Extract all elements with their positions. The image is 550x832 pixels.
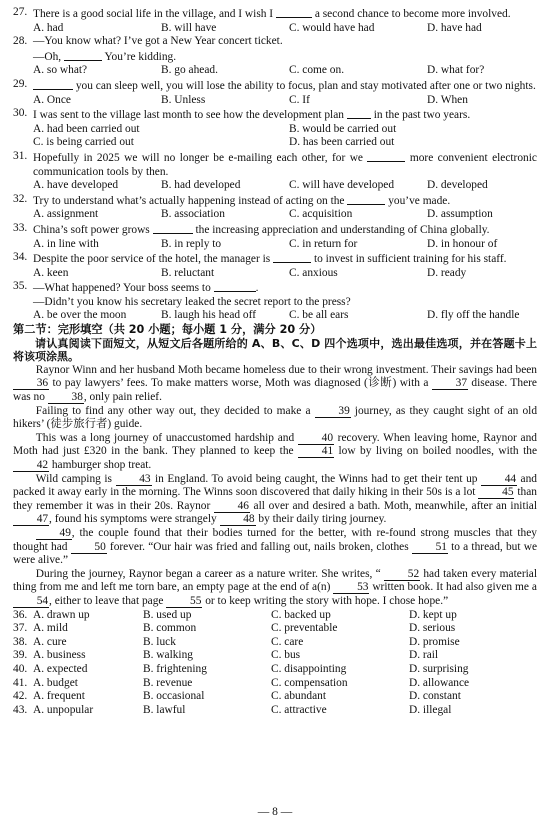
passage-text: and packed it away early in the morning. The Winns soon discovered that daily hiking in their 50s is a lot <box>13 472 537 499</box>
options-row <box>13 94 537 108</box>
option-c: C. compensation <box>271 676 348 689</box>
question-text: Despite the poor service of the hotel, the manager is <box>33 253 271 266</box>
option-d: D. illegal <box>409 703 452 716</box>
cloze-blank: 51 <box>412 541 448 554</box>
option-b: B. walking <box>143 649 193 662</box>
option-d: D. When <box>427 93 468 106</box>
option-b: B. frightening <box>143 662 207 675</box>
passage-text: in England. To avoid being caught, the Winns had to get their tent up <box>151 472 482 485</box>
question-item <box>13 222 537 251</box>
option-c: C. disappointing <box>271 662 347 675</box>
option-c: C. preventable <box>271 622 338 635</box>
option-d: D. have had <box>427 21 482 34</box>
cloze-passage <box>13 364 537 609</box>
passage-text: written book. It had also given me a <box>369 581 537 594</box>
cloze-number: 39. <box>13 649 28 662</box>
cloze-option-row <box>13 663 537 677</box>
question-number: 33. <box>13 221 28 234</box>
option-c: C. be all ears <box>289 309 349 322</box>
option-c: C. anxious <box>289 266 338 279</box>
cloze-blank: 49 <box>36 527 72 540</box>
option-c: C. acquisition <box>289 208 353 221</box>
passage-text: all over and desired a bath. Moth, meanwhile, after an initial <box>249 499 537 512</box>
option-a: A. have developed <box>33 179 119 192</box>
option-b: B. had developed <box>161 179 241 192</box>
answer-blank <box>33 78 73 90</box>
options-row <box>13 179 537 193</box>
question-body <box>33 251 537 267</box>
passage-text: to pay lawyers’ fees. To make matters worse, Moth was diagnosed (诊断) with a <box>49 377 432 390</box>
options-row <box>13 22 537 36</box>
option-c: C. bus <box>271 649 301 662</box>
option-b: B. association <box>161 208 225 221</box>
options-row <box>13 208 537 222</box>
cloze-blank: 45 <box>478 486 514 499</box>
options-grid <box>13 123 537 150</box>
option-d: D. in honour of <box>427 237 498 250</box>
option-d: D. promise <box>409 635 460 648</box>
question-body <box>33 280 537 296</box>
question-stem <box>13 222 537 238</box>
option-a: A. Once <box>33 93 71 106</box>
answer-blank <box>64 49 102 61</box>
option-a: A. expected <box>33 662 88 675</box>
option-c: C. would have had <box>289 21 375 34</box>
answer-blank <box>367 150 405 162</box>
question-item <box>13 35 537 78</box>
section-instruction: 请认真阅读下面短文，从短文后各题所给的 A、B、C、D 四个选项中，选出最佳选项，并在答题卡上将该项涂黑。 <box>13 336 537 364</box>
option-a: A. mild <box>33 622 68 635</box>
cloze-number: 42. <box>13 690 28 703</box>
question-number: 28. <box>13 35 28 48</box>
dialogue-line <box>13 49 537 65</box>
cloze-blank: 46 <box>214 500 250 513</box>
option-b: B. will have <box>161 21 217 34</box>
cloze-blank: 42 <box>13 459 49 472</box>
cloze-blank: 40 <box>298 432 334 445</box>
answer-blank <box>347 107 371 119</box>
option-d: D. surprising <box>409 662 469 675</box>
passage-paragraph <box>13 473 537 527</box>
question-stem <box>13 107 537 123</box>
answer-blank <box>273 251 311 263</box>
question-number: 32. <box>13 192 28 205</box>
option-a: A. cure <box>33 635 67 648</box>
options-row <box>13 309 537 323</box>
question-item <box>13 107 537 150</box>
option-b: B. luck <box>143 635 176 648</box>
option-a: A. be over the moon <box>33 309 127 322</box>
option-d: D. allowance <box>409 676 470 689</box>
option-a: A. in line with <box>33 237 99 250</box>
option-c: C. attractive <box>271 703 327 716</box>
question-item <box>13 6 537 35</box>
question-text: There is a good social life in the village, and I wish I <box>33 8 274 20</box>
question-text: —What happened? Your boss seems to <box>33 282 211 295</box>
question-item <box>13 280 537 323</box>
passage-text: Failing to find any other way out, they decided to make a <box>35 404 315 417</box>
cloze-number: 37. <box>13 622 28 635</box>
passage-text: or to keep writing the story with hope. I chose hope.” <box>202 594 449 607</box>
cloze-option-row <box>13 690 537 704</box>
question-text: Try to understand what’s actually happening instead of acting on the <box>33 194 345 207</box>
option-b: B. laugh his head off <box>161 309 257 322</box>
question-text: —Didn’t you know his secretary leaked the secret report to the press? <box>33 295 351 308</box>
question-text: . <box>255 282 259 295</box>
option-d: D. rail <box>409 649 439 662</box>
passage-paragraph <box>13 405 537 432</box>
passage-text: forever. “Our hair was fried and falling out, nails broken, clothes <box>106 540 412 553</box>
option-b: B. revenue <box>143 676 193 689</box>
question-text: Hopefully in 2025 we will no longer be e-mailing each other, for we <box>33 151 363 164</box>
question-stem <box>13 193 537 209</box>
passage-text: This was a long journey of unaccustomed hardship and <box>35 431 298 444</box>
passage-text: , only pain relief. <box>83 391 162 404</box>
cloze-blank: 52 <box>384 568 420 581</box>
multiple-choice-section <box>13 6 537 323</box>
passage-text: hamburger shop treat. <box>49 459 152 471</box>
passage-text: During the journey, Raynor began a career as a nature writer. She writes, “ <box>35 567 385 580</box>
answer-blank <box>214 280 256 292</box>
cloze-number: 38. <box>13 635 28 648</box>
passage-paragraph <box>13 364 537 405</box>
passage-text: than they remember it was in their 20s. Raynor <box>13 486 537 512</box>
option-d: D. developed <box>427 179 488 192</box>
option-a: A. frequent <box>33 690 85 703</box>
question-stem <box>13 150 537 179</box>
question-body <box>33 78 537 94</box>
option-c: C. abundant <box>271 690 327 703</box>
option-d: D. what for? <box>427 64 485 77</box>
option-a: A. drawn up <box>33 608 90 621</box>
passage-paragraph <box>13 527 537 568</box>
question-item <box>13 150 537 193</box>
option-d: D. kept up <box>409 608 457 621</box>
question-item <box>13 193 537 222</box>
dialogue-line <box>13 296 537 310</box>
question-text: China’s soft power grows <box>33 223 150 236</box>
question-number: 35. <box>13 280 28 293</box>
question-text: you can sleep well, you will lose the ability to focus, plan and stay motivated after one or two nights. <box>75 79 536 92</box>
option-d: D. assumption <box>427 208 493 221</box>
question-stem <box>13 251 537 267</box>
answer-blank <box>276 6 312 18</box>
option-d: D. ready <box>427 266 467 279</box>
question-stem <box>13 78 537 94</box>
question-text: the increasing appreciation and understanding of China globally. <box>195 223 490 236</box>
question-item <box>13 78 537 107</box>
option-a: A. budget <box>33 676 78 689</box>
option-a: A. had been carried out <box>33 122 140 135</box>
cloze-option-row <box>13 677 537 691</box>
option-c: C. care <box>271 635 304 648</box>
passage-text: journey, as they caught sight of an old hikers’ (徒步旅行者) guide. <box>13 404 538 431</box>
option-d: D. serious <box>409 622 456 635</box>
option-b: B. lawful <box>143 703 186 716</box>
question-stem <box>13 6 537 22</box>
options-row <box>13 267 537 281</box>
cloze-blank: 39 <box>315 405 351 418</box>
cloze-option-row <box>13 609 537 623</box>
question-body <box>33 6 537 22</box>
question-number: 29. <box>13 77 28 90</box>
cloze-blank: 53 <box>333 581 369 594</box>
option-b: B. go ahead. <box>161 64 218 77</box>
passage-text: , either to leave that page <box>49 594 167 607</box>
cloze-blank: 41 <box>298 445 334 458</box>
cloze-number: 36. <box>13 608 28 621</box>
option-b: B. in reply to <box>161 237 222 250</box>
passage-text: Wild camping is <box>35 472 116 485</box>
question-stem <box>13 35 537 49</box>
cloze-blank: 47 <box>13 513 49 526</box>
passage-text: , the couple found that their bodies turned for the better, with re-found strong muscles that they thought had <box>13 526 537 553</box>
passage-text: Raynor Winn and her husband Moth became homeless due to their wrong investment. Their savings had been <box>35 363 537 376</box>
cloze-option-row <box>13 622 537 636</box>
question-text: —Oh, <box>33 50 62 63</box>
option-c: C. come on. <box>289 64 345 77</box>
option-d: D. constant <box>409 690 461 703</box>
question-number: 27. <box>13 6 28 18</box>
option-b: B. used up <box>143 608 192 621</box>
option-a: A. had <box>33 21 64 34</box>
cloze-blank: 54 <box>13 595 49 608</box>
question-body <box>33 150 537 179</box>
question-number: 31. <box>13 149 28 162</box>
passage-text: recovery. When leaving home, Raynor and Moth had just £320 in the bank. They planned to keep the <box>13 431 538 458</box>
option-d: D. has been carried out <box>289 136 395 149</box>
option-a: A. assignment <box>33 208 99 221</box>
option-c: C. backed up <box>271 608 331 621</box>
option-a: A. keen <box>33 266 69 279</box>
option-b: B. occasional <box>143 690 205 703</box>
option-b: B. common <box>143 622 197 635</box>
option-b: B. reluctant <box>161 266 215 279</box>
question-item <box>13 251 537 280</box>
option-b: B. Unless <box>161 93 206 106</box>
passage-text: by their daily tiring journey. <box>255 513 387 526</box>
question-number: 34. <box>13 251 28 264</box>
cloze-blank: 36 <box>13 377 49 390</box>
cloze-blank: 48 <box>220 513 256 526</box>
cloze-blank: 38 <box>48 391 84 404</box>
cloze-option-row <box>13 704 537 718</box>
passage-text: disease. There was no <box>13 377 537 404</box>
cloze-blank: 44 <box>481 473 517 486</box>
question-text: I was sent to the village last month to see how the development plan <box>33 109 344 122</box>
option-a: A. business <box>33 649 86 662</box>
option-c: C. is being carried out <box>33 136 134 149</box>
option-b: B. would be carried out <box>289 122 397 135</box>
passage-text: to a thread, but we were alive.” <box>13 540 537 567</box>
options-row <box>13 238 537 252</box>
cloze-blank: 50 <box>71 541 107 554</box>
option-d: D. fly off the handle <box>427 309 520 322</box>
option-c: C. If <box>289 93 310 106</box>
question-text: more convenient electronic communication tools by then. <box>33 151 537 178</box>
question-body <box>33 193 537 209</box>
passage-text: low by living on boiled noodles, with the <box>334 445 537 458</box>
question-body <box>33 107 537 123</box>
cloze-blank: 43 <box>116 473 152 486</box>
question-text: —You know what? I’ve got a New Year concert ticket. <box>33 35 283 48</box>
question-text: in the past two years. <box>373 109 471 122</box>
passage-text: had taken every material thing from me and left me torn bare, an empty page at the end of a(n) <box>13 567 538 594</box>
question-number: 30. <box>13 107 28 120</box>
question-stem <box>13 280 537 296</box>
option-c: C. in return for <box>289 237 358 250</box>
cloze-number: 43. <box>13 703 28 716</box>
cloze-options <box>13 609 537 718</box>
passage-paragraph <box>13 432 537 473</box>
question-body <box>33 35 537 49</box>
section-title: 第二节：完形填空（共 20 小题；每小题 1 分，满分 20 分） <box>13 323 322 337</box>
cloze-blank: 55 <box>166 595 202 608</box>
option-c: C. will have developed <box>289 179 395 192</box>
question-text: to invest in sufficient training for his staff. <box>313 253 507 266</box>
options-row <box>13 64 537 78</box>
cloze-number: 40. <box>13 662 28 675</box>
cloze-option-row <box>13 636 537 650</box>
answer-blank <box>347 193 385 205</box>
question-text: a second chance to become more involved. <box>314 8 511 20</box>
cloze-option-row <box>13 649 537 663</box>
question-text: You’re kidding. <box>104 50 177 63</box>
option-a: A. unpopular <box>33 703 94 716</box>
passage-text: , found his symptoms were strangely <box>49 513 220 526</box>
question-body <box>33 222 537 238</box>
answer-blank <box>153 222 193 234</box>
cloze-number: 41. <box>13 676 28 689</box>
page-number: — 8 — <box>257 806 293 818</box>
cloze-blank: 37 <box>432 377 468 390</box>
option-a: A. so what? <box>33 64 88 77</box>
passage-paragraph <box>13 568 537 609</box>
question-text: you’ve made. <box>388 194 451 207</box>
